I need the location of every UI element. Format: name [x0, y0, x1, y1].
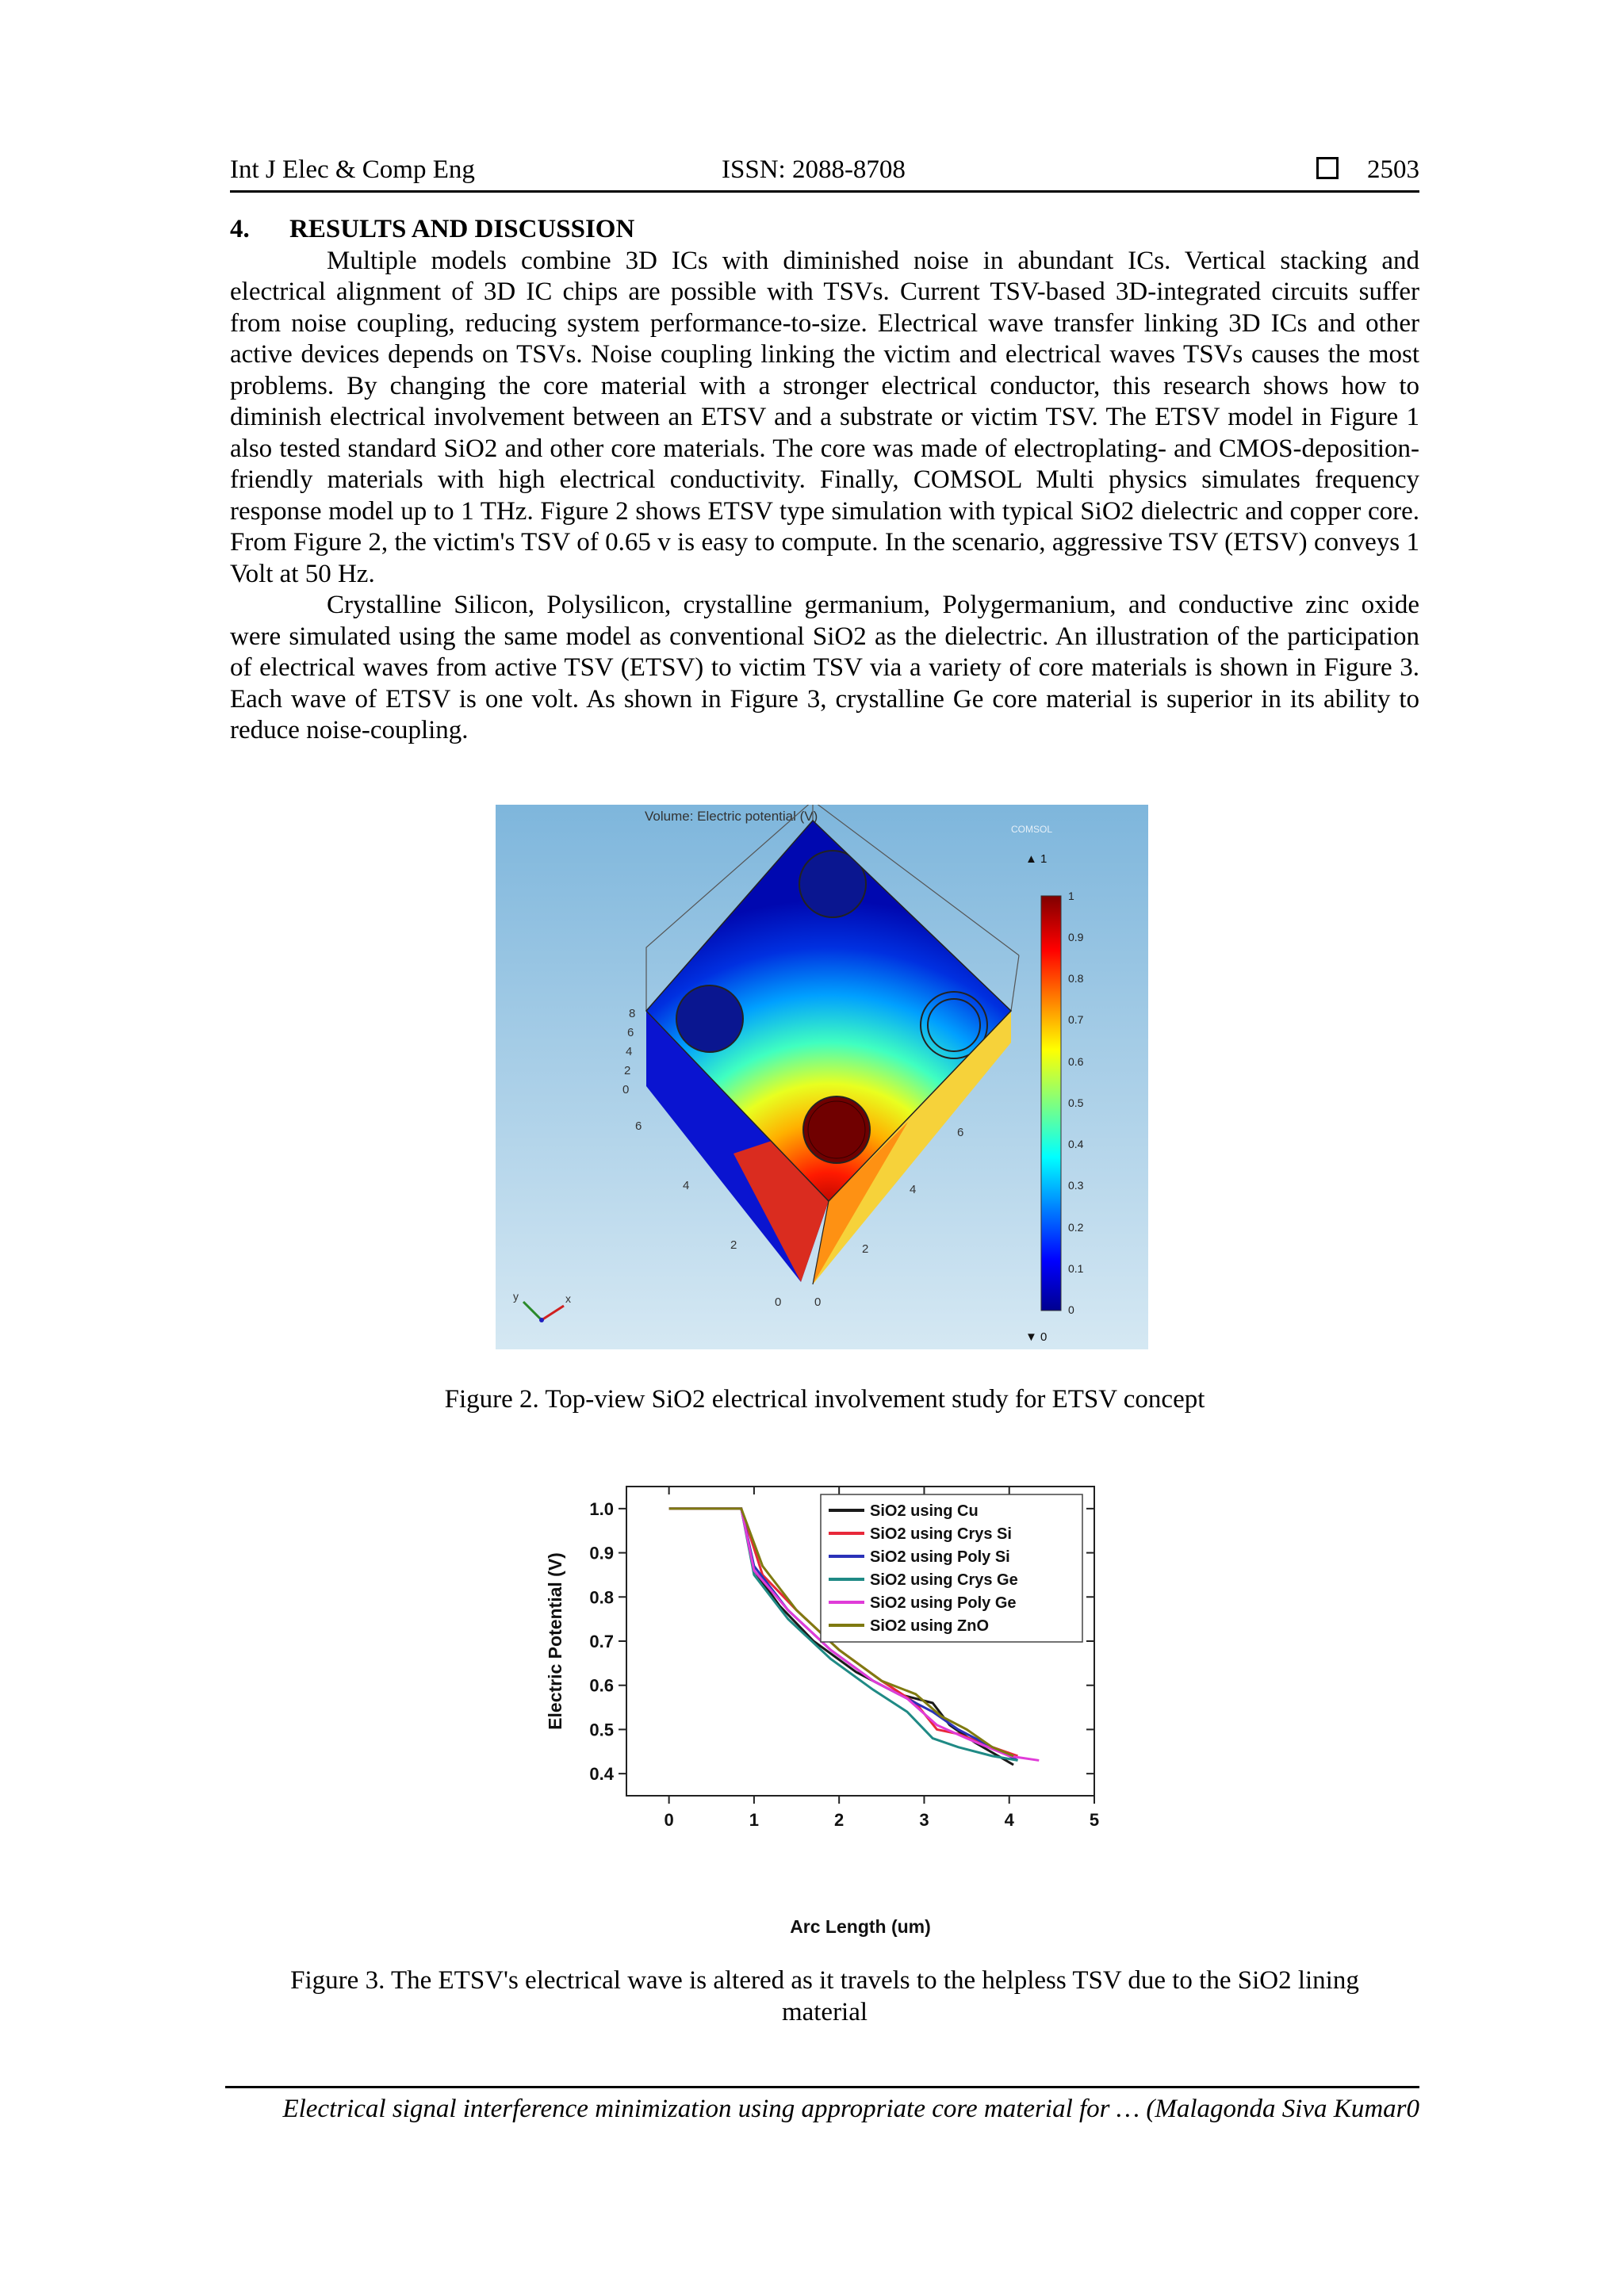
x-tick-label: 3 [919, 1810, 929, 1830]
svg-text:4: 4 [683, 1179, 690, 1192]
svg-text:0.4: 0.4 [1068, 1138, 1084, 1150]
figure-3-caption-line-1: Figure 3. The ETSV's electrical wave is altered as it travels to the helpless TSV due to the SiO2 lining [290, 1966, 1359, 1995]
plot-title: Volume: Electric potential (V) [645, 809, 818, 824]
y-tick-label: 0.9 [589, 1543, 614, 1563]
axis-x-label: x [565, 1292, 571, 1305]
square-icon [1316, 157, 1339, 179]
paragraph-2: Crystalline Silicon, Polysilicon, crystalline germanium, Polygermanium, and conductive zinc oxide were simulated using the same model as conventional SiO2 as the dielectric. An illustration of the participation of electrical waves from active TSV (ETSV) to victim TSV via a variety of core materials is shown in Figure 3. Each wave of ETSV is one volt. As shown in Figure 3, crystalline Ge core material is superior in its ability to reduce noise-coupling. [230, 591, 1419, 744]
svg-text:1: 1 [1068, 890, 1074, 902]
svg-text:2: 2 [730, 1238, 737, 1252]
y-tick-label: 0.8 [589, 1587, 614, 1608]
svg-text:6: 6 [957, 1126, 964, 1139]
svg-text:0: 0 [814, 1295, 822, 1309]
results-section [230, 214, 1419, 747]
svg-text:4: 4 [910, 1183, 917, 1196]
running-footer: Electrical signal interference minimization using appropriate core material for … (Malagonda Siva Kumar0 [225, 2086, 1419, 2124]
x-tick-label: 1 [749, 1810, 760, 1830]
svg-text:0.5: 0.5 [1068, 1096, 1084, 1109]
y-tick-label: 0.5 [589, 1720, 614, 1740]
axis-y-label: y [513, 1290, 519, 1303]
legend-label: SiO2 using ZnO [870, 1617, 990, 1635]
legend-label: SiO2 using Crys Ge [870, 1571, 1018, 1589]
legend-label: SiO2 using Poly Ge [870, 1594, 1017, 1612]
tsv-left [676, 985, 743, 1052]
svg-text:0: 0 [775, 1295, 782, 1309]
svg-text:0.7: 0.7 [1068, 1013, 1084, 1026]
etsv-core [803, 1096, 870, 1163]
section-heading [230, 214, 1419, 246]
svg-text:4: 4 [626, 1045, 633, 1058]
figure-2-caption: Figure 2. Top-view SiO2 electrical involvement study for ETSV concept [444, 1385, 1205, 1414]
page-number: 2503 [1367, 155, 1419, 184]
legend-label: SiO2 using Cu [870, 1502, 979, 1520]
y-tick-label: 0.7 [589, 1632, 614, 1651]
svg-text:0.8: 0.8 [1068, 972, 1084, 985]
y-tick-label: 0.6 [589, 1675, 614, 1696]
svg-text:6: 6 [635, 1119, 642, 1133]
svg-text:0.9: 0.9 [1068, 931, 1084, 943]
x-axis-label: Arc Length (um) [790, 1916, 931, 1937]
x-tick-label: 0 [664, 1810, 674, 1830]
svg-text:0.1: 0.1 [1068, 1262, 1084, 1275]
y-axis-label: Electric Potential (V) [545, 1552, 565, 1730]
colorbar [1041, 896, 1061, 1311]
legend-label: SiO2 using Poly Si [870, 1548, 1010, 1566]
paragraph-1: Multiple models combine 3D ICs with diminished noise in abundant ICs. Vertical stacking and electrical alignment of 3D IC chips are possible with TSVs. Current TSV-based 3D-integrated circuits suffer from noise coupling, reducing system performance-to-size. Electrical wave transfer linking 3D ICs and other active devices depends on TSVs. Noise coupling linking the victim and electrical waves TSVs causes the most problems. By changing the core material with a stronger electrical conductor, this research shows how to diminish electrical involvement between an ETSV and a substrate or victim TSV. The ETSV model in Figure 1 also tested standard SiO2 and other core materials. The core was made of electroplating- and CMOS-deposition-friendly materials with high electrical conductivity. Finally, COMSOL Multi physics simulates frequency response model up to 1 THz. Figure 2 shows ETSV type simulation with typical SiO2 dielectric and copper core. From Figure 2, the victim's TSV of 0.65 v is easy to compute. In the scenario, aggressive TSV (ETSV) conveys 1 Volt at 50 Hz. [230, 246, 1419, 588]
colorbar-min-label: ▼ 0 [1025, 1330, 1048, 1344]
legend-label: SiO2 using Crys Si [870, 1525, 1012, 1543]
figure-3-chart [531, 1475, 1118, 1942]
svg-text:0: 0 [622, 1083, 630, 1096]
svg-text:6: 6 [627, 1026, 634, 1039]
x-tick-label: 5 [1089, 1810, 1100, 1830]
watermark-logo: COMSOL [1011, 824, 1053, 835]
svg-text:8: 8 [629, 1007, 636, 1020]
svg-text:0.3: 0.3 [1068, 1179, 1084, 1192]
colorbar-max-label: ▲ 1 [1025, 852, 1048, 866]
svg-text:0.6: 0.6 [1068, 1055, 1084, 1068]
issn: ISSN: 2088-8708 [722, 155, 906, 184]
journal-name: Int J Elec & Comp Eng [230, 155, 475, 184]
figure-3-caption [230, 1965, 1419, 2028]
section-number: 4. [230, 215, 250, 243]
y-tick-label: 1.0 [589, 1498, 614, 1519]
svg-text:0: 0 [1068, 1303, 1074, 1316]
running-header [230, 151, 1419, 193]
section-title: RESULTS AND DISCUSSION [289, 215, 635, 243]
figure-2-simulation [496, 805, 1148, 1349]
svg-text:0.2: 0.2 [1068, 1221, 1084, 1234]
figure-3-caption-line-2: material [781, 1998, 868, 2026]
x-tick-label: 2 [834, 1810, 845, 1830]
page-number-group [1316, 155, 1419, 185]
y-tick-label: 0.4 [589, 1764, 614, 1785]
x-tick-label: 4 [1004, 1810, 1014, 1830]
svg-text:2: 2 [862, 1242, 869, 1256]
svg-text:2: 2 [624, 1064, 631, 1077]
